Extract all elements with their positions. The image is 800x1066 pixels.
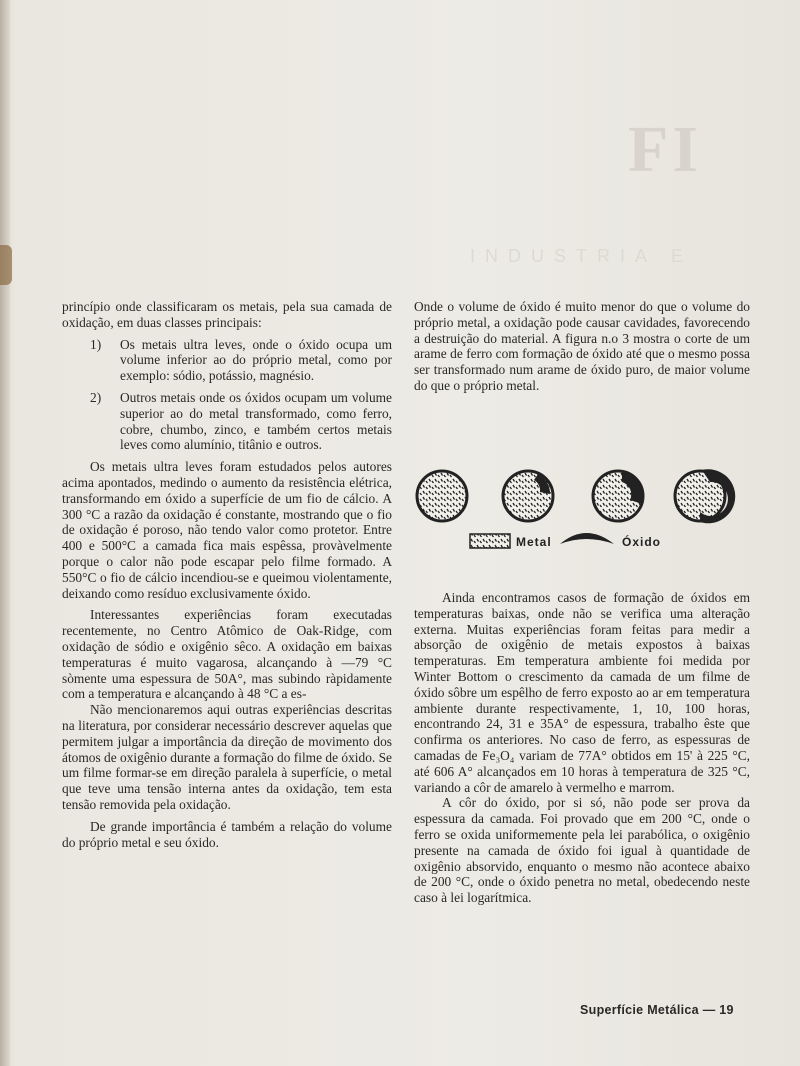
left-column (62, 299, 392, 850)
intro-paragraph: princípio onde classificaram os metais, pela sua camada de oxidação, em duas classes principais: (62, 299, 392, 330)
list-item (62, 390, 392, 453)
list-number: 1) (90, 336, 102, 352)
show-through-title: FI (628, 113, 702, 186)
paragraph: Não mencionaremos aqui outras experiências descritas na literatura, por considerar necessário descrever aquelas que permitem julgar a importância da direção de movimento dos átomos de oxigênio durante a formação do filme de óxido. Se um filme formar-se em direção paralela à superfície, o metal que teve uma tensão interna antes da oxidação, tem esta tensão removida pela oxidação. (62, 702, 392, 812)
right-column-top (414, 299, 750, 394)
show-through-subtitle: INDUSTRIA E (470, 246, 694, 266)
paragraph: De grande importância é também a relação do volume do próprio metal e seu óxido. (62, 818, 392, 850)
wire-cross-section-diagram (410, 460, 750, 560)
wire-stage-1 (417, 471, 467, 521)
page-tear-mark (0, 245, 12, 285)
right-column-bottom (414, 590, 750, 906)
figure-legend (470, 533, 661, 549)
metal-swatch (470, 534, 510, 548)
list-text: Os metais ultra leves, onde o óxido ocupa um volume inferior ao do próprio metal, como por exemplo: sódio, potássio, magnésio. (120, 336, 392, 384)
page-footer: Superfície Metálica — 19 (580, 1003, 734, 1017)
paragraph: Ainda encontramos casos de formação de óxidos em temperaturas baixas, onde não se verifica uma alteração externa. Muitas experiências foram feitas para medir a absorção de oxigênio de metais expostos à baixas temperaturas. Em temperatura ambiente foi medida por Winter Bottom o crescimento da camada de um filme de óxido sôbre um espêlho de ferro exposto ao ar em temperatura ambiente durante respectivamente, 1, 10, 100 horas, encontrando 24, 31 e 35A° de espessura, trabalho êste que confirma os anteriores. No caso de ferro, as espessuras de camadas de Fe₃O₄ variam de 77A° obtidos em 15' à 225 °C, até 606 A° alcançados em 10 horas à temperatura de 325 °C, variando a côr de amarelo à vermelho e marrom. (414, 590, 750, 795)
wire-stage-4 (675, 469, 735, 523)
paragraph: Onde o volume de óxido é muito menor do que o volume do próprio metal, a oxidação pode causar cavidades, favorecendo a destruição do material. A figura n.o 3 mostra o corte de um arame de ferro com formação de óxido até que o mesmo possa ser transformado num arame de óxido puro, de maior volume do que o próprio metal. (414, 299, 750, 393)
wire-stage-3 (593, 471, 643, 521)
list-item (62, 337, 392, 384)
wire-stage-2 (503, 471, 553, 521)
paragraph: Interessantes experiências foram executadas recentemente, no Centro Atômico de Oak-Ridge, com oxidação de sódio e oxigênio sêco. A oxidação em baixas temperaturas é muito vagarosa, alcançando à —79 °C sòmente uma espessura de 50A°, mas subindo ràpidamente com a temperatura e alcançando à 48 °C a es- (62, 607, 392, 702)
paragraph: A côr do óxido, por si só, não pode ser prova da espessura da camada. Foi provado que em 200 °C, onde o ferro se oxida uniformemente pela lei parabólica, o oxigênio presente na camada de óxido foi igual à quantidade de oxigênio absorvido, enquanto o mesmo não acontece abaixo de 200 °C, onde o óxido penetra no metal, obedecendo neste caso à lei logarítmica. (414, 795, 750, 906)
class-list (62, 337, 392, 454)
legend-metal-label: Metal (516, 535, 552, 549)
legend-oxide-label: Óxido (622, 535, 662, 549)
list-number: 2) (90, 389, 102, 405)
oxide-swatch (560, 533, 614, 544)
page-binding-edge (0, 0, 10, 1066)
list-text: Outros metais onde os óxidos ocupam um volume superior ao do metal transformado, como ferro, cobre, chumbo, zinco, e também certos metais leves como alumínio, titânio e outros. (120, 389, 392, 453)
paragraph: Os metais ultra leves foram estudados pelos autores acima apontados, medindo o aumento da resistência elétrica, transformando em óxido a superfície de um fio de cálcio. A 300 °C a razão da oxidação é constante, mostrando que o fio de oxidação é poroso, não tendo valor como protetor. Entre 400 e 500°C a camada fica mais espêssa, provàvelmente porque o calor não pode escapar pelo filme formado. A 550°C o fio de cálcio incendiou-se e queimou violentamente, deixando como resíduo exclusivamente óxido. (62, 459, 392, 601)
oxidation-figure (410, 460, 750, 560)
